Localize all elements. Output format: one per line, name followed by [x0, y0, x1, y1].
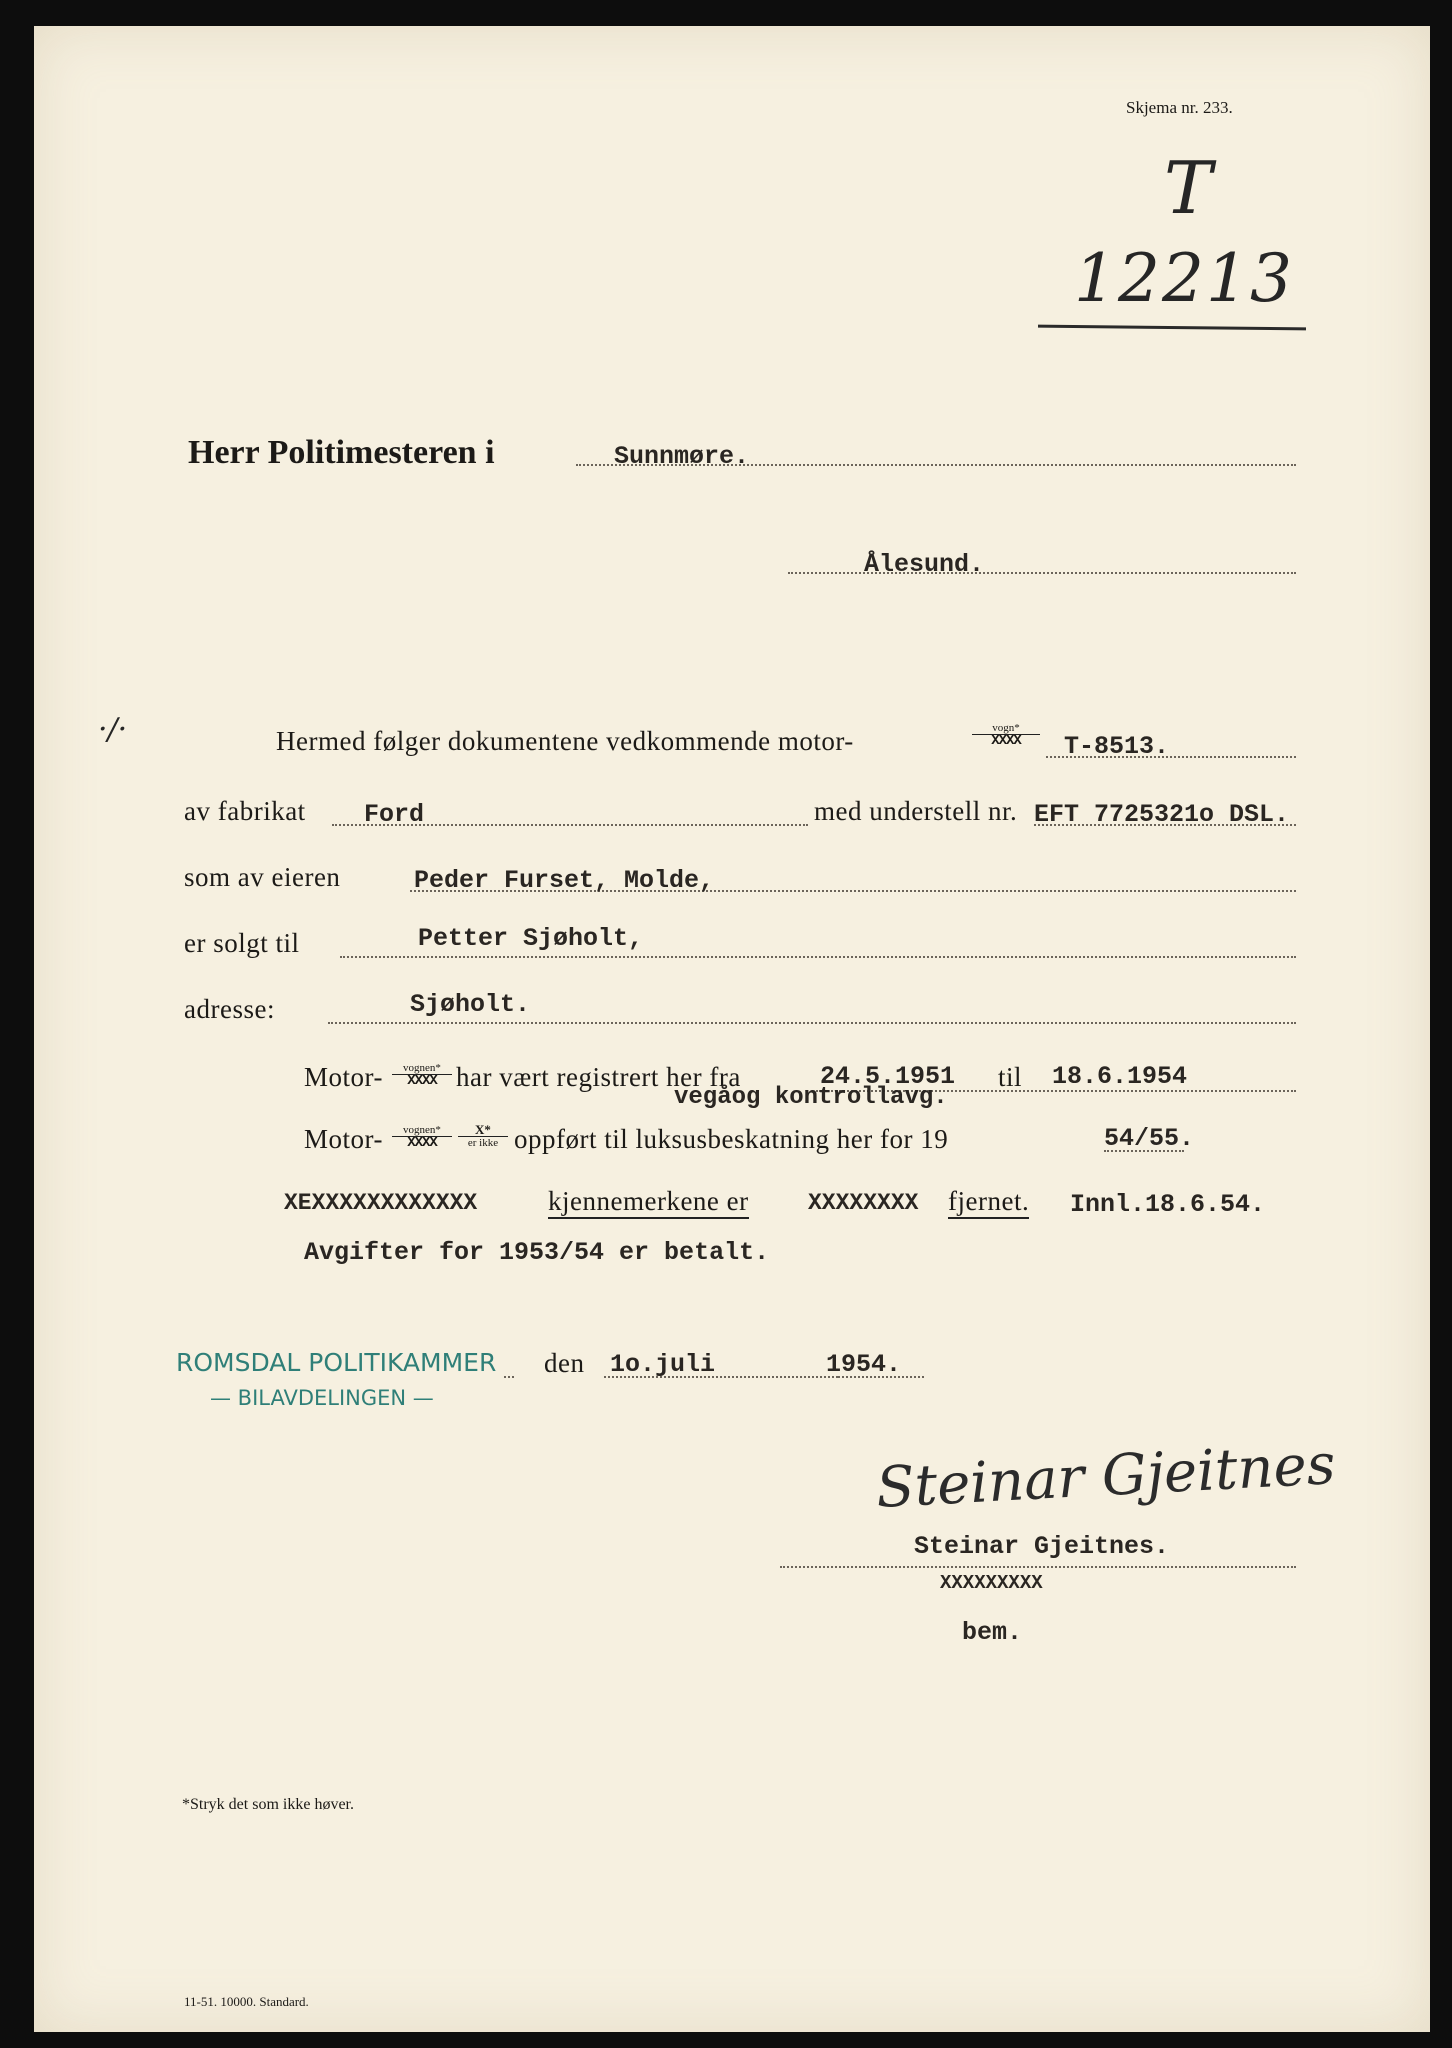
vognen-top-1: vognen* — [392, 1062, 452, 1075]
margin-mark: ·/· — [98, 712, 128, 747]
line1-text: Hermed følger dokumentene vedkommende motor- — [276, 726, 854, 756]
motor-label-1: Motor- — [304, 1062, 383, 1092]
understell-label: med understell nr. — [814, 796, 1018, 826]
handwritten-signature: Steinar Gjeitnes — [874, 1432, 1337, 1521]
file-letter: T — [1164, 146, 1213, 230]
adresse-line — [328, 1022, 1296, 1024]
print-info: 11-51. 10000. Standard. — [184, 1994, 309, 2009]
city: Ålesund. — [864, 550, 985, 579]
title: bem. — [962, 1618, 1023, 1647]
fabrikat-value: Ford — [364, 800, 425, 829]
eier-label: som av eieren — [184, 862, 341, 892]
registrert-text: har vært registrert her fra — [456, 1062, 741, 1092]
vogn-bottom: XXXX — [991, 733, 1021, 749]
solgt-value: Petter Sjøholt, — [418, 924, 644, 953]
solgt-line — [340, 956, 1296, 958]
kjenne-text: kjennemerkene er — [548, 1186, 749, 1219]
footnote: *Stryk det som ikke høver. — [182, 1796, 354, 1813]
den-label: den — [544, 1348, 585, 1378]
correction-text: vegåog kontrollavg. — [674, 1084, 948, 1111]
form-number: Skjema nr. 233. — [1126, 98, 1233, 117]
stamp-line2: — BILAVDELINGEN — — [210, 1386, 434, 1410]
adresse-value: Sjøholt. — [410, 990, 531, 1019]
reg-to: 18.6.1954 — [1052, 1062, 1188, 1091]
til-label: til — [998, 1062, 1023, 1092]
typed-name: Steinar Gjeitnes. — [914, 1532, 1170, 1561]
avgift-text: Avgifter for 1953/54 er betalt. — [304, 1238, 770, 1267]
eier-value: Peder Furset, Molde, — [414, 866, 715, 895]
adresse-label: adresse: — [184, 994, 275, 1024]
er-bottom: er ikke — [467, 1137, 499, 1149]
district: Sunnmøre. — [614, 442, 750, 471]
solgt-label: er solgt til — [184, 928, 300, 958]
vognen-top-2: vognen* — [392, 1124, 452, 1137]
kjenne-fjernet: fjernet. — [948, 1186, 1029, 1219]
addressee-prefix: Herr Politimesteren i — [188, 434, 495, 471]
file-number-underline — [1038, 325, 1306, 331]
vognen-fraction-1 — [392, 1062, 452, 1087]
er-fraction — [458, 1124, 508, 1149]
stamp-line1: ROMSDAL POLITIKAMMER — [176, 1348, 497, 1377]
year: 1954. — [826, 1350, 902, 1379]
kjenne-struck-prefix: XEXXXXXXXXXXXX — [284, 1190, 478, 1216]
oppfort-text: oppført til luksusbeskatning her for 19 — [514, 1124, 949, 1154]
fabrikat-label: av fabrikat — [184, 796, 306, 826]
place-line — [504, 1376, 514, 1378]
vogn-fraction — [972, 722, 1040, 747]
document-page — [34, 26, 1430, 2032]
vognen-bottom-2: XXXX — [407, 1135, 437, 1151]
registration: T-8513. — [1064, 732, 1170, 761]
understell-value: EFT 7725321o DSL. — [1034, 800, 1290, 829]
struck-title: XXXXXXXXX — [940, 1572, 1043, 1594]
date-value: 1o.juli — [610, 1350, 716, 1379]
er-top: X* — [458, 1124, 508, 1137]
vognen-fraction-2 — [392, 1124, 452, 1149]
vogn-top: vogn* — [972, 722, 1040, 735]
kjenne-struck-mid: XXXXXXXX — [808, 1190, 919, 1216]
motor-label-2: Motor- — [304, 1124, 383, 1154]
vognen-bottom-1: XXXX — [407, 1073, 437, 1089]
reg-from: 24.5.1951 — [820, 1062, 956, 1091]
tax-period: 54/55. — [1104, 1124, 1195, 1153]
file-number: 12213 — [1074, 240, 1294, 317]
signature-line — [780, 1566, 1296, 1568]
innl-date: Innl.18.6.54. — [1070, 1190, 1266, 1219]
